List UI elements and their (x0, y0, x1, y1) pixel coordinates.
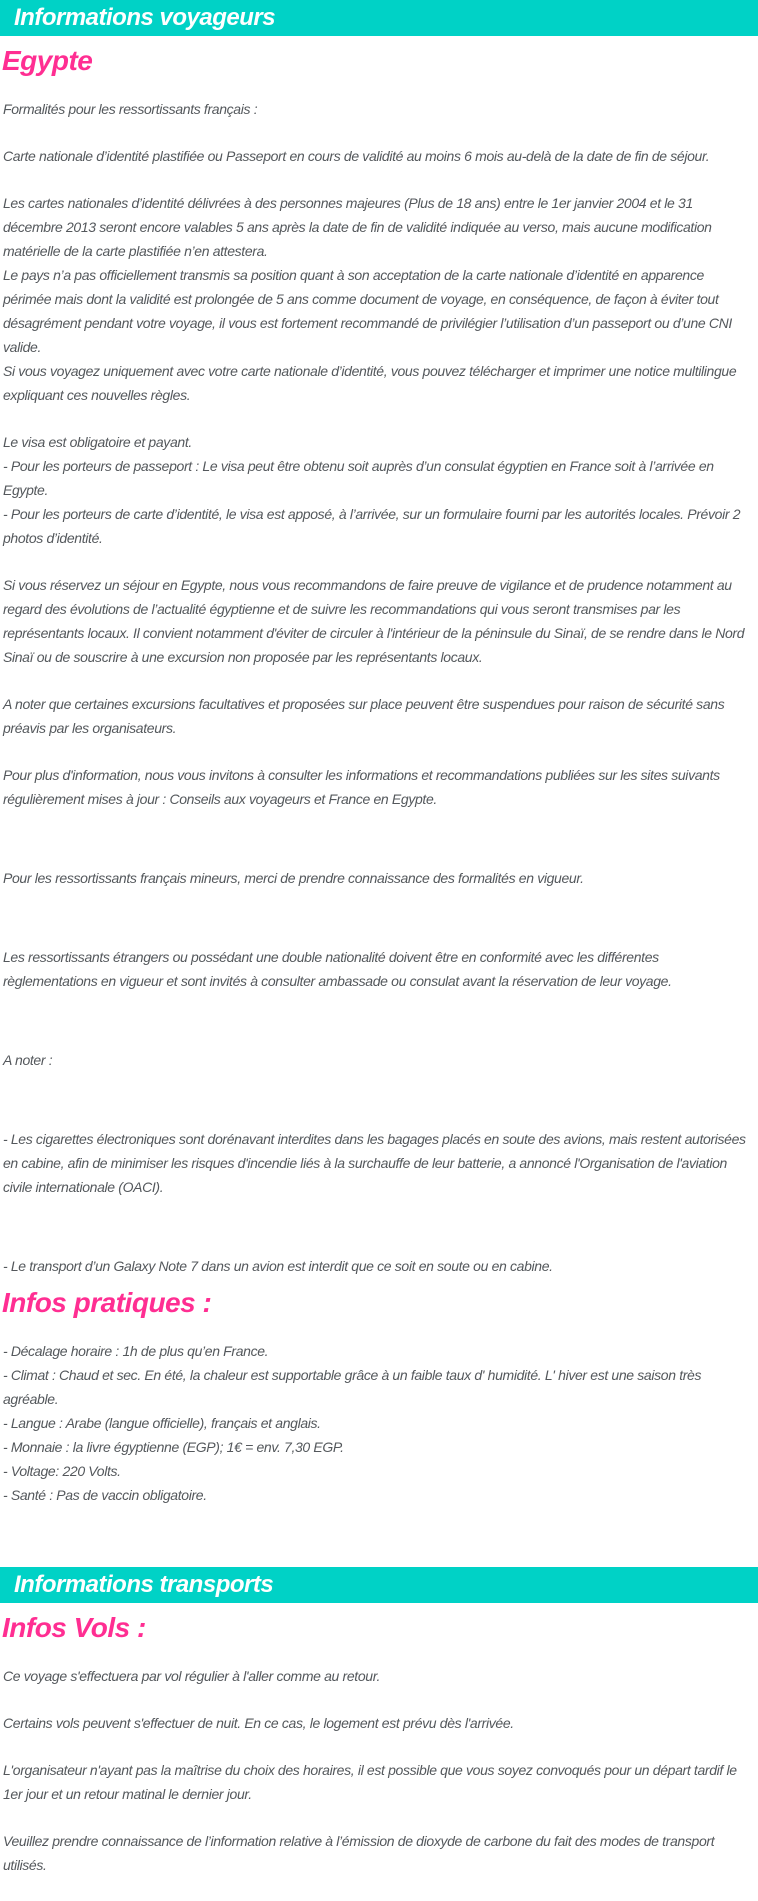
text-line: Ce voyage s'effectuera par vol régulier à l'aller comme au retour. (3, 1668, 381, 1684)
paragraph-block (3, 692, 754, 740)
text-line: - Pour les porteurs de passeport : Le visa peut être obtenu soit auprès d’un consulat égyptien en France soit à l’arrivée en Egypte. (3, 458, 714, 498)
pratiques-content (0, 1339, 758, 1507)
text-line: Certains vols peuvent s'effectuer de nuit. En ce cas, le logement est prévu dès l'arrivée. (3, 1715, 514, 1731)
transports-content (0, 1664, 758, 1877)
paragraph-block (3, 1758, 754, 1806)
text-line: Les ressortissants étrangers ou possédant une double nationalité doivent être en conformité avec les différentes règlementations en vigueur et sont invités à consulter ambassade ou consulat avant la réservation de leur voyage. (3, 949, 672, 989)
text-line: - Les cigarettes électroniques sont dorénavant interdites dans les bagages placés en soute des avions, mais restent autorisées en cabine, afin de minimiser les risques d'incendie liés à la surchauffe de leur batterie, a annoncé l'Organisation de l'aviation civile internationale (OACI). (3, 1131, 746, 1195)
text-line: Pour plus d'information, nous vous invitons à consulter les informations et recommandations publiées sur les sites suivants régulièrement mises à jour : Conseils aux voyageurs et France en Egypte. (3, 767, 720, 807)
paragraph-block (3, 144, 754, 168)
text-line: L'organisateur n'ayant pas la maîtrise du choix des horaires, il est possible que vous soyez convoqués pour un départ tardif le 1er jour et un retour matinal le dernier jour. (3, 1762, 737, 1802)
text-line: Veuillez prendre connaissance de l’information relative à l’émission de dioxyde de carbone du fait des modes de transport utilisés. (3, 1833, 715, 1873)
paragraph-block (3, 430, 754, 550)
paragraph-block (3, 1127, 754, 1199)
banner-transports-title: Informations transports (14, 1571, 274, 1598)
text-line: Formalités pour les ressortissants français : (3, 101, 258, 117)
text-line: - Monnaie : la livre égyptienne (EGP); 1€ = env. 7,30 EGP. (3, 1439, 344, 1455)
paragraph-block (3, 1048, 754, 1072)
text-line: Le visa est obligatoire et payant. (3, 434, 192, 450)
text-line: - Pour les porteurs de carte d’identité, le visa est apposé, à l’arrivée, sur un formulaire fourni par les autorités locales. Prévoir 2 photos d’identité. (3, 506, 741, 546)
text-line: - Voltage: 220 Volts. (3, 1463, 121, 1479)
text-line: - Santé : Pas de vaccin obligatoire. (3, 1487, 207, 1503)
paragraph-block (3, 1339, 754, 1507)
text-line: Si vous réservez un séjour en Egypte, nous vous recommandons de faire preuve de vigilance et de prudence notamment au regard des évolutions de l’actualité égyptienne et de suivre les recommandations qui vous seront transmises par les représentants locaux. Il convient notamment d'éviter de circuler à l'intérieur de la péninsule du Sinaï, de se rendre dans le Nord Sinaï ou de souscrire à une excursion non proposée par les représentants locaux. (3, 577, 745, 665)
paragraph-block (3, 97, 754, 121)
text-line: - Climat : Chaud et sec. En été, la chaleur est supportable grâce à un faible taux d' humidité. L' hiver est une saison très agréable. (3, 1367, 702, 1407)
text-line: Les cartes nationales d’identité délivrées à des personnes majeures (Plus de 18 ans) entre le 1er janvier 2004 et le 31 décembre 2013 seront encore valables 5 ans après la date de fin de validité indiquée au verso, mais aucune modification matérielle de la carte plastifiée n’en attestera. (3, 195, 712, 259)
text-line: Carte nationale d’identité plastifiée ou Passeport en cours de validité au moins 6 mois au-delà de la date de fin de séjour. (3, 148, 710, 164)
banner-voyageurs-title: Informations voyageurs (14, 4, 276, 31)
section-spacer (0, 1507, 758, 1567)
paragraph-block (3, 1711, 754, 1735)
text-line: Si vous voyagez uniquement avec votre carte nationale d’identité, vous pouvez télécharger et imprimer une notice multilingue expliquant ces nouvelles règles. (3, 363, 737, 403)
paragraph-block (3, 1254, 754, 1278)
text-line: Pour les ressortissants français mineurs, merci de prendre connaissance des formalités en vigueur. (3, 870, 584, 886)
section-banner-voyageurs (0, 0, 758, 36)
infos-pratiques-heading: Infos pratiques : (2, 1287, 212, 1318)
paragraph-block (3, 945, 754, 993)
text-line: A noter que certaines excursions facultatives et proposées sur place peuvent être suspendues pour raison de sécurité sans préavis par les organisateurs. (3, 696, 725, 736)
paragraph-block (3, 573, 754, 669)
paragraph-block (3, 1664, 754, 1688)
country-heading: Egypte (2, 45, 93, 76)
paragraph-block (3, 763, 754, 811)
infos-vols-heading: Infos Vols : (2, 1612, 146, 1643)
text-line: - Décalage horaire : 1h de plus qu’en France. (3, 1343, 269, 1359)
section-banner-transports (0, 1567, 758, 1603)
voyageurs-content (0, 97, 758, 1278)
text-line: - Le transport d’un Galaxy Note 7 dans un avion est interdit que ce soit en soute ou en cabine. (3, 1258, 553, 1274)
text-line: Le pays n’a pas officiellement transmis sa position quant à son acceptation de la carte nationale d’identité en apparence périmée mais dont la validité est prolongée de 5 ans comme document de voyage, en conséquence, de façon à éviter tout désagrément pendant votre voyage, il vous est fortement recommandé de privilégier l’utilisation d’un passeport ou d’une CNI valide. (3, 267, 732, 355)
text-line: A noter : (3, 1052, 53, 1068)
paragraph-block (3, 866, 754, 890)
paragraph-block (3, 1829, 754, 1877)
text-line: - Langue : Arabe (langue officielle), français et anglais. (3, 1415, 321, 1431)
paragraph-block (3, 191, 754, 407)
